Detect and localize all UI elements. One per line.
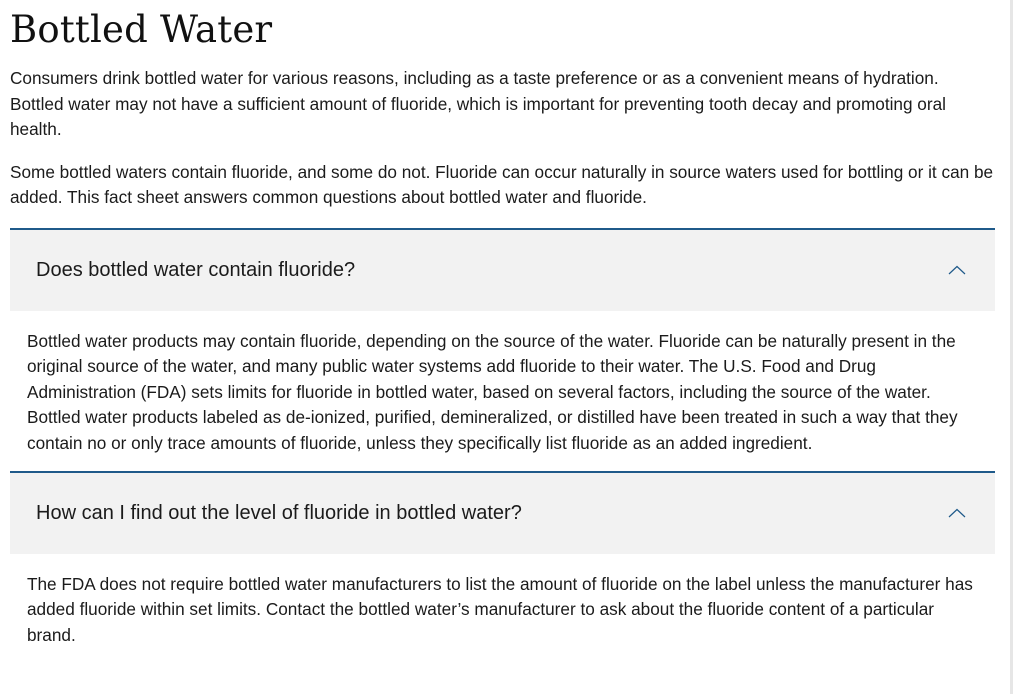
accordion-question: How can I find out the level of fluoride in bottled water?: [36, 502, 522, 524]
accordion-header-fluoride-content[interactable]: [10, 230, 995, 311]
chevron-up-icon[interactable]: [947, 506, 967, 520]
accordion-answer: Bottled water products may contain fluoride, depending on the source of the water. Fluoride can be naturally present in the original source of the water, and many public water systems add fluoride to their water. The U.S. Food and Drug Administration (FDA) sets limits for fluoride in bottled water, based on several factors, including the source of the water. Bottled water products labeled as de-ionized, purified, demineralized, or distilled have been treated in such a way that they contain no or only trace amounts of fluoride, unless they specifically list fluoride as an added ingredient.: [27, 330, 958, 453]
accordion-item: [10, 228, 995, 471]
faq-accordion: [10, 228, 995, 649]
accordion-question: Does bottled water contain fluoride?: [36, 259, 356, 281]
accordion-item: [10, 471, 995, 649]
accordion-answer: The FDA does not require bottled water manufacturers to list the amount of fluoride on the label unless the manufacturer has added fluoride within set limits. Contact the bottled water’s manufacturer to ask about the fluoride content of a particular brand.: [27, 573, 973, 645]
accordion-header-fluoride-level[interactable]: [10, 473, 995, 554]
chevron-up-icon[interactable]: [947, 263, 967, 277]
intro-paragraph-2: Some bottled waters contain fluoride, and some do not. Fluoride can occur naturally in source waters used for bottling or it can be added. This fact sheet answers common questions about bottled water and fluoride.: [10, 161, 994, 207]
main-content: [10, 0, 995, 648]
page-title: Bottled Water: [10, 8, 273, 51]
intro-paragraph-1: Consumers drink bottled water for various reasons, including as a taste preference or as a convenient means of hydration. Bottled water may not have a sufficient amount of fluoride, which is important for preventing tooth decay and promoting oral health.: [10, 68, 946, 139]
